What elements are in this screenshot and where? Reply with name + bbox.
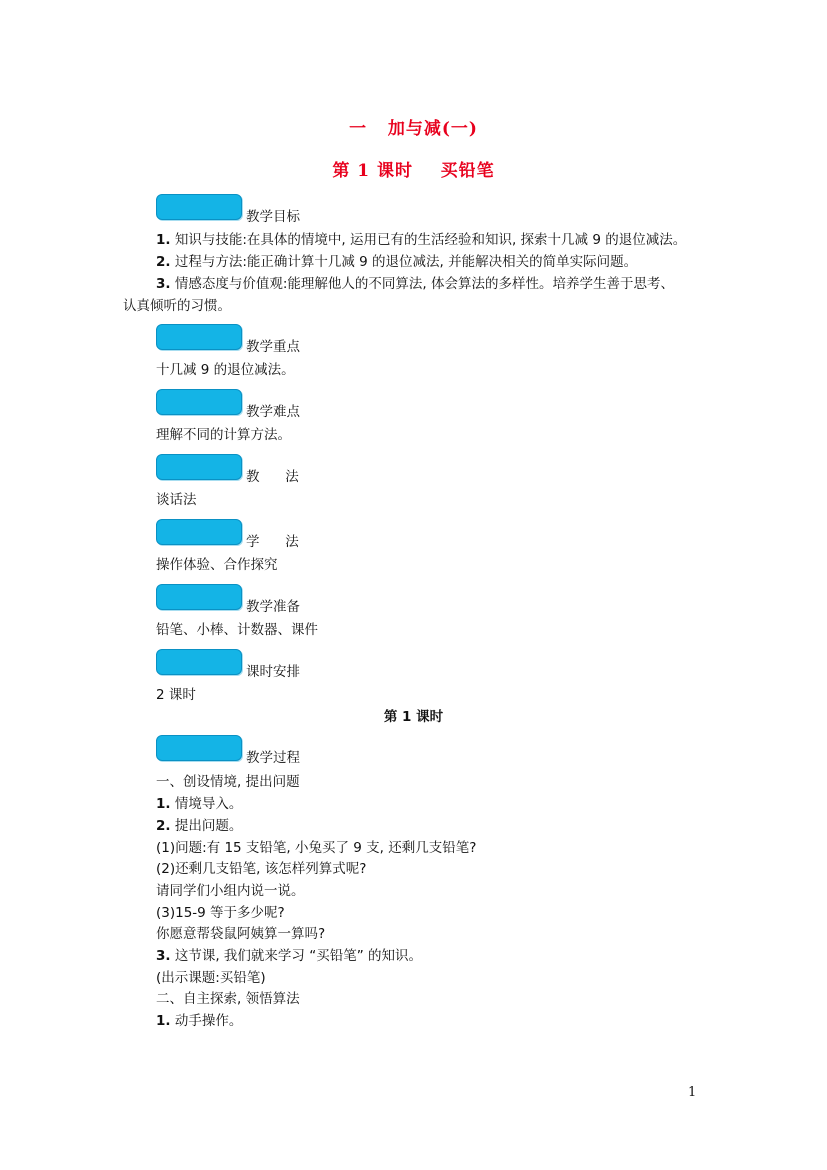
section-badge	[156, 584, 242, 610]
section-teaching-method	[156, 454, 299, 485]
process-line: 2. 提出问题。	[156, 818, 243, 834]
lesson-heading: 第 1 课时	[383, 709, 444, 725]
section-schedule	[156, 649, 300, 680]
unit-title: 一 加与减(一)	[349, 119, 478, 139]
section-badge	[156, 194, 242, 220]
section-preparation	[156, 584, 300, 615]
schedule-content: 2 课时	[156, 687, 196, 703]
difficulties-content: 理解不同的计算方法。	[156, 427, 291, 443]
preparation-content: 铅笔、小棒、计数器、课件	[156, 622, 318, 638]
section-label: 教学难点	[246, 404, 300, 420]
process-line: 二、自主探索, 领悟算法	[156, 991, 300, 1007]
section-label: 学 法	[246, 534, 299, 550]
section-badge	[156, 389, 242, 415]
page-number: 1	[688, 1085, 697, 1100]
process-line: 3. 这节课, 我们就来学习 “买铅笔” 的知识。	[156, 948, 422, 964]
goal-item-2: 2. 过程与方法:能正确计算十几减 9 的退位减法, 并能解决相关的简单实际问题。	[156, 254, 638, 270]
teaching-method-content: 谈话法	[156, 492, 197, 508]
process-line: (3)15-9 等于多少呢?	[156, 905, 285, 921]
section-label: 课时安排	[246, 664, 300, 680]
section-label: 教 法	[246, 469, 299, 485]
process-line: 1. 动手操作。	[156, 1013, 243, 1029]
lesson-title: 第 1 课时 买铅笔	[332, 161, 495, 181]
process-line: (出示课题:买铅笔)	[156, 970, 266, 986]
process-line: 一、创设情境, 提出问题	[156, 774, 300, 790]
section-process	[156, 735, 300, 766]
goal-item-3-cont: 认真倾听的习惯。	[123, 298, 231, 314]
section-label: 教学准备	[246, 599, 300, 615]
section-label: 教学重点	[246, 339, 300, 355]
section-badge	[156, 519, 242, 545]
section-key-points	[156, 324, 300, 355]
process-line: 你愿意帮袋鼠阿姨算一算吗?	[156, 926, 326, 942]
section-goals	[156, 194, 300, 225]
section-badge	[156, 454, 242, 480]
section-badge	[156, 735, 242, 761]
goal-item-1: 1. 知识与技能:在具体的情境中, 运用已有的生活经验和知识, 探索十几减 9 的退位减法。	[156, 232, 687, 248]
section-learning-method	[156, 519, 299, 550]
goal-item-3: 3. 情感态度与价值观:能理解他人的不同算法, 体会算法的多样性。培养学生善于思考、	[156, 276, 674, 292]
process-line: (1)问题:有 15 支铅笔, 小兔买了 9 支, 还剩几支铅笔?	[156, 840, 477, 856]
section-label: 教学过程	[246, 750, 300, 766]
process-line: 1. 情境导入。	[156, 796, 243, 812]
section-label: 教学目标	[246, 209, 300, 225]
process-line: 请同学们小组内说一说。	[156, 883, 305, 899]
section-badge	[156, 324, 242, 350]
key-points-content: 十几减 9 的退位减法。	[156, 362, 295, 378]
learning-method-content: 操作体验、合作探究	[156, 557, 278, 573]
section-difficulties	[156, 389, 300, 420]
process-line: (2)还剩几支铅笔, 该怎样列算式呢?	[156, 861, 367, 877]
section-badge	[156, 649, 242, 675]
